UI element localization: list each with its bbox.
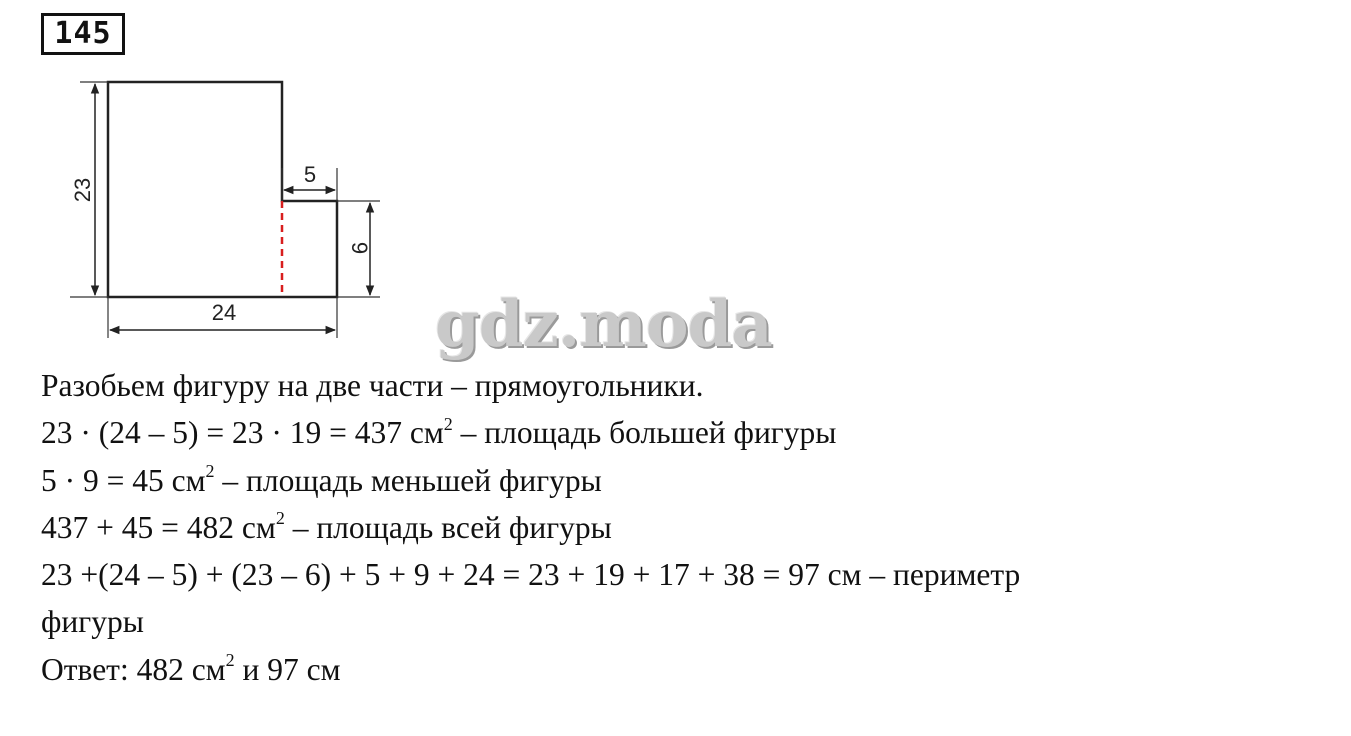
watermark: gdz.moda — [435, 287, 772, 362]
figure-diagram — [50, 70, 390, 350]
solution-text — [41, 362, 1311, 693]
dim-label-notch-width: 5 — [303, 162, 317, 187]
dim-label-right-height: 9 — [347, 241, 372, 255]
dim-label-base-width: 24 — [211, 300, 237, 325]
solution-line: 23 · (24 – 5) = 23 · 19 = 437 $см^2$ – площадь большей фигуры — [41, 413, 837, 451]
problem-number: 145 — [41, 13, 125, 55]
solution-line: 5 · 9 = 45 $см^2$ – площадь меньшей фигуры — [41, 461, 602, 498]
answer-line: Ответ: 482 $см^2$ и 97 см — [41, 650, 341, 687]
solution-line: 23 +(24 – 5) + (23 – 6) + 5 + 9 + 24 = 23 + 19 + 17 + 38 = 97 см – периметр — [41, 557, 1021, 593]
solution-line: фигуры — [41, 604, 144, 640]
solution-line: Разобьем фигуру на две части – прямоугольники. — [41, 368, 704, 403]
dim-label-left-height: 23 — [70, 177, 95, 203]
solution-line: 437 + 45 = 482 $см^2$ – площадь всей фигуры — [41, 508, 612, 545]
